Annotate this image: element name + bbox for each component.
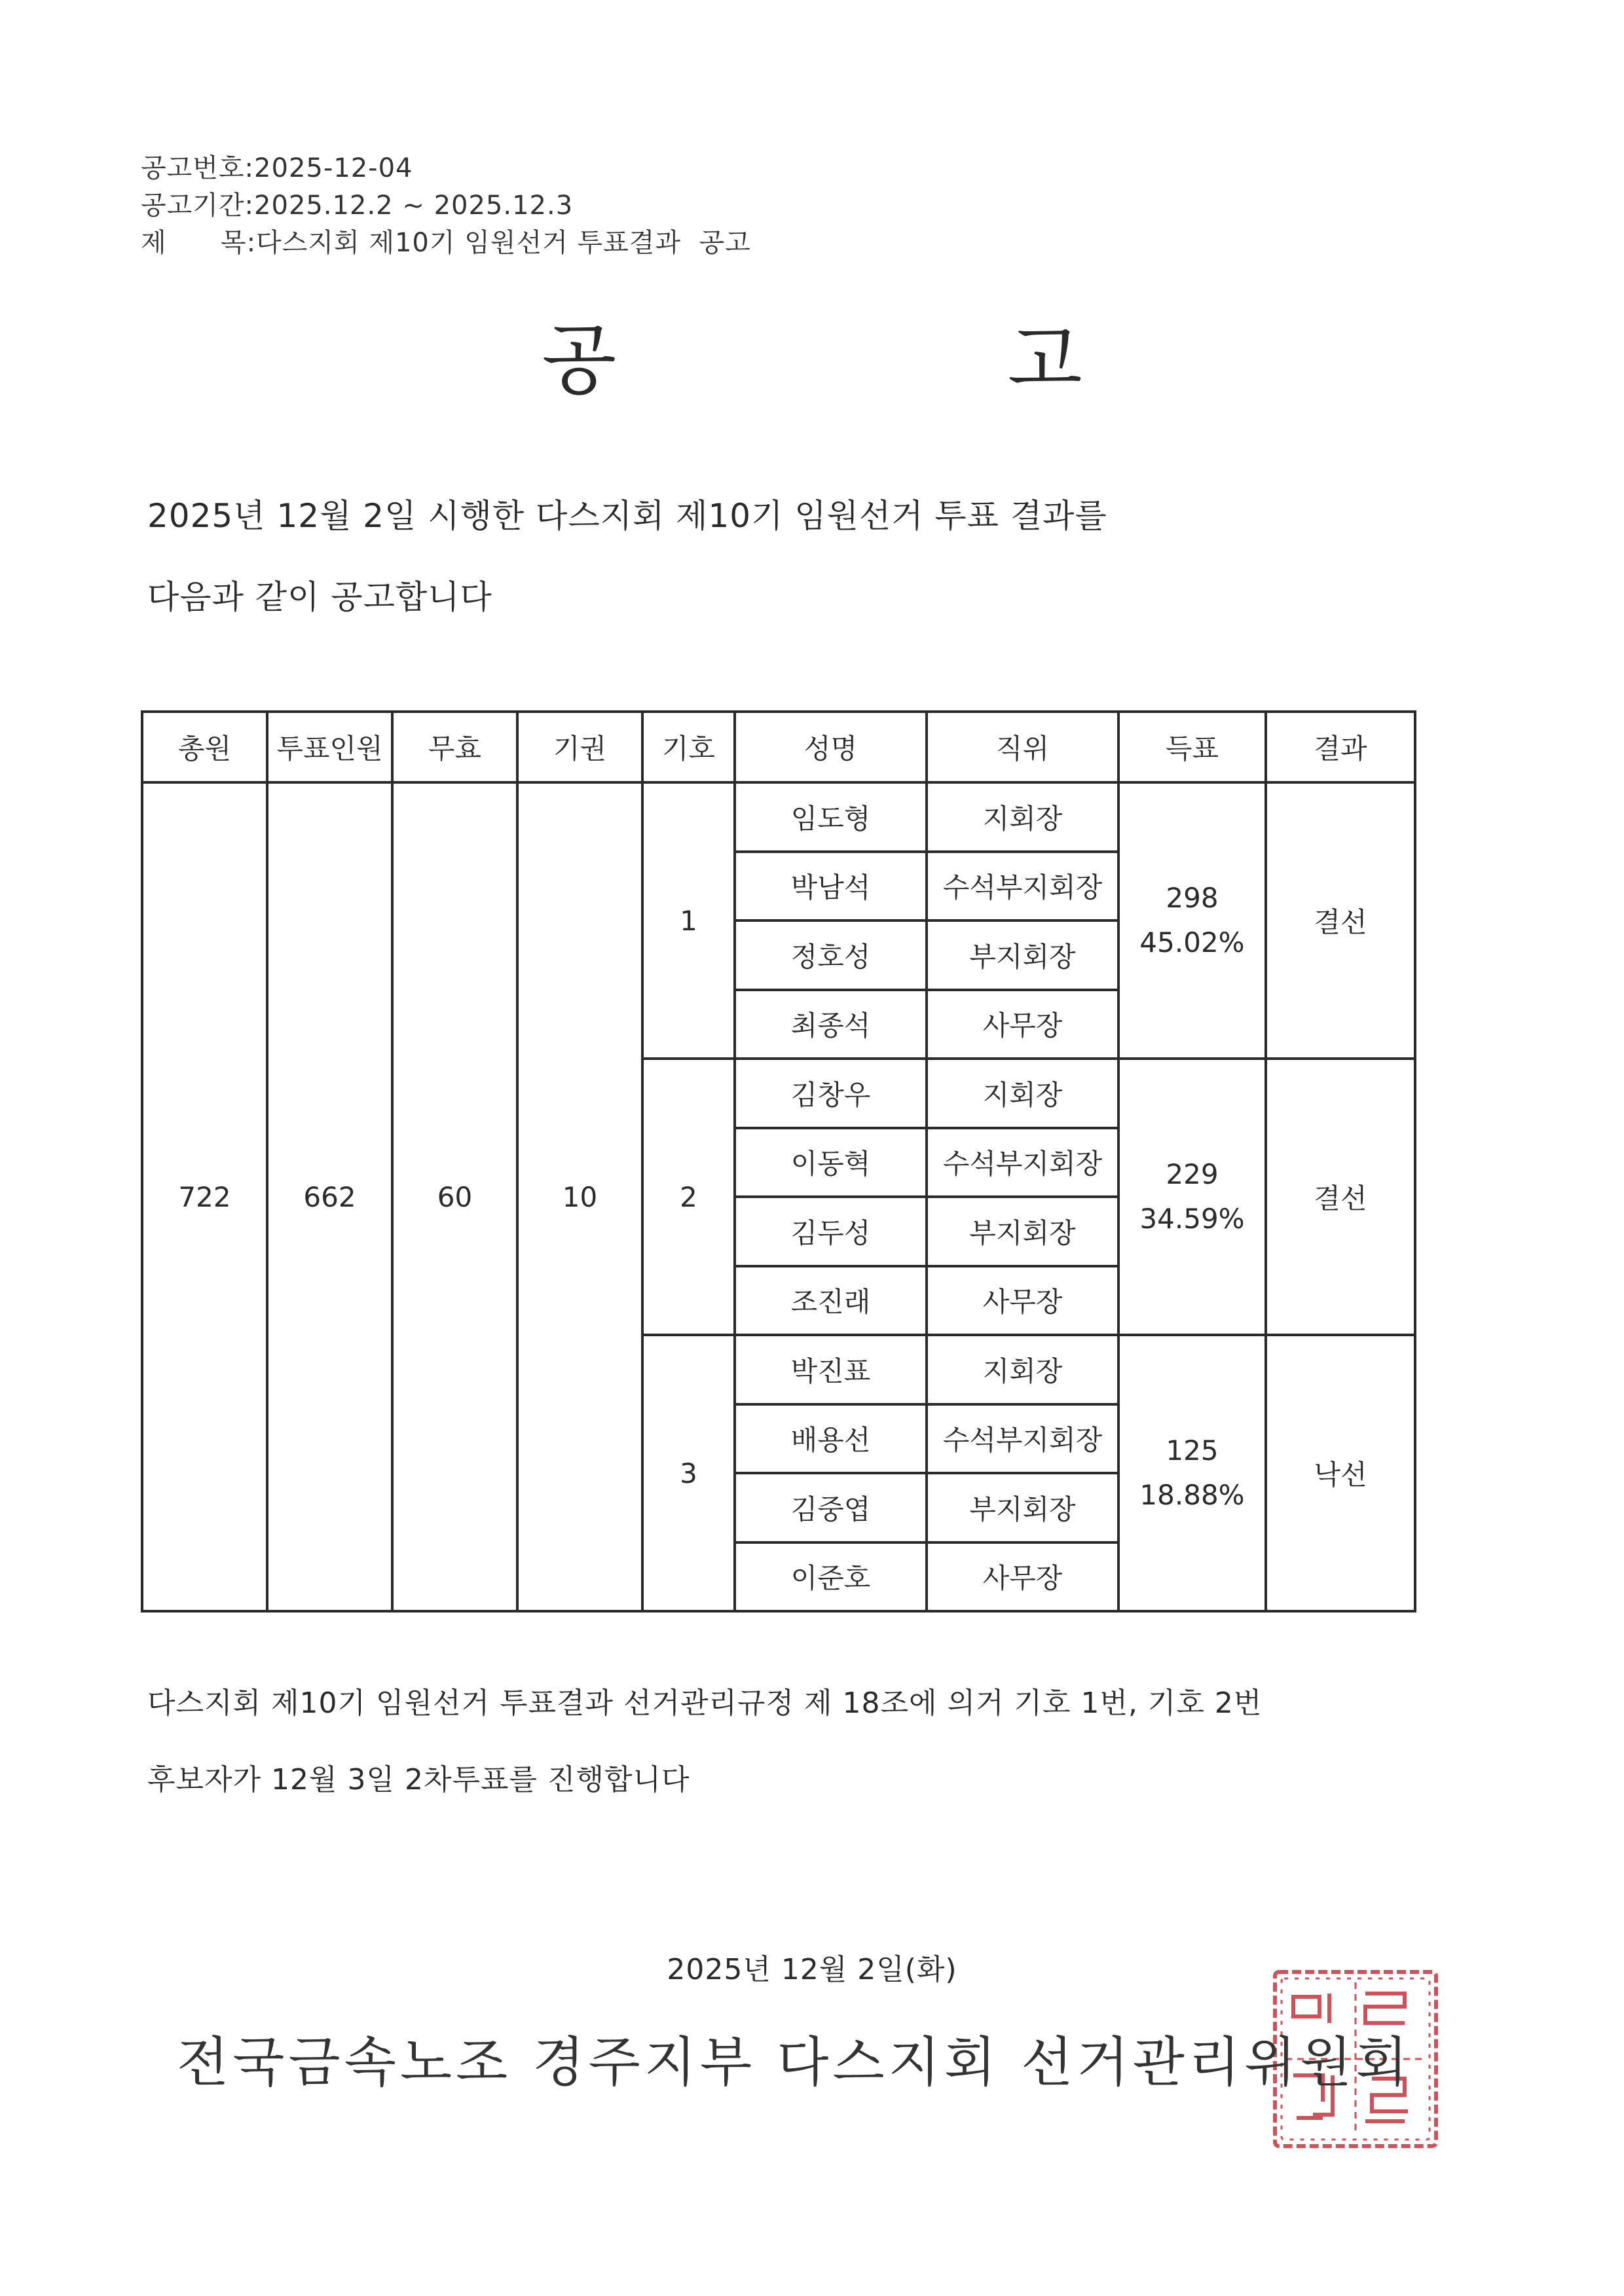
abstain-value: 10 — [517, 782, 642, 1611]
ticket-3-vote-percent: 18.88% — [1139, 1479, 1245, 1511]
candidate-position: 지회장 — [927, 1059, 1118, 1128]
ticket-3-votes — [1118, 1335, 1266, 1611]
header-voters: 투표인원 — [267, 712, 392, 782]
intro-line-1: 2025년 12월 2일 시행한 다스지회 제10기 임원선거 투표 결과를 — [147, 497, 1107, 535]
notice-period-value: 2025.12.2 ~ 2025.12.3 — [254, 191, 574, 221]
intro-line-2: 다음과 같이 공고합니다 — [147, 578, 492, 616]
header-invalid: 무효 — [392, 712, 517, 782]
candidate-name: 조진래 — [735, 1266, 927, 1336]
candidate-position: 수석부지회장 — [927, 1128, 1118, 1197]
ticket-1-vote-count: 298 — [1166, 882, 1219, 914]
ticket-2-number: 2 — [642, 1059, 735, 1335]
notice-period-label: 공고기간: — [141, 191, 255, 221]
header-votes: 득표 — [1118, 712, 1266, 782]
ticket-2-vote-percent: 34.59% — [1139, 1203, 1245, 1235]
voters-value: 662 — [267, 782, 392, 1611]
candidate-name: 김중엽 — [735, 1473, 927, 1542]
ticket-2-vote-count: 229 — [1166, 1158, 1219, 1190]
ticket-2-votes — [1118, 1059, 1266, 1335]
candidate-position: 사무장 — [927, 1542, 1118, 1612]
candidate-position: 수석부지회장 — [927, 852, 1118, 921]
notice-period-line — [141, 185, 573, 222]
candidate-position: 수석부지회장 — [927, 1404, 1118, 1474]
header-abstain: 기권 — [517, 712, 642, 782]
notice-subject-label: 제 목: — [141, 228, 257, 258]
ticket-3-number: 3 — [642, 1335, 735, 1611]
candidate-name: 김창우 — [735, 1059, 927, 1128]
table-header-row — [142, 712, 1415, 782]
ticket-3-result: 낙선 — [1266, 1335, 1415, 1611]
candidate-position: 사무장 — [927, 990, 1118, 1059]
organization-name: 전국금속노조 경주지부 다스지회 선거관리위원회 — [177, 2032, 1412, 2094]
table-row — [142, 782, 1415, 852]
header-ticket-number: 기호 — [642, 712, 735, 782]
candidate-position: 지회장 — [927, 1335, 1118, 1404]
header-position: 직위 — [927, 712, 1118, 782]
results-table — [141, 710, 1416, 1613]
ticket-1-number: 1 — [642, 782, 735, 1059]
ticket-2-result: 결선 — [1266, 1059, 1415, 1335]
ticket-3-vote-count: 125 — [1166, 1434, 1219, 1467]
header-total: 총원 — [142, 712, 267, 782]
note-line-1: 다스지회 제10기 임원선거 투표결과 선거관리규정 제 18조에 의거 기호 1번, 기호 2번 — [147, 1686, 1263, 1720]
candidate-name: 박남석 — [735, 852, 927, 921]
candidate-position: 부지회장 — [927, 1473, 1118, 1542]
ticket-1-votes — [1118, 782, 1266, 1059]
notice-subject-value: 다스지회 제10기 임원선거 투표결과 공고 — [256, 228, 751, 258]
candidate-position: 사무장 — [927, 1266, 1118, 1336]
notice-number-value: 2025-12-04 — [254, 153, 413, 183]
notice-number-label: 공고번호: — [141, 153, 255, 183]
notice-number-line — [141, 147, 413, 185]
candidate-position: 부지회장 — [927, 920, 1118, 990]
header-result: 결과 — [1266, 712, 1415, 782]
candidate-position: 지회장 — [927, 782, 1118, 852]
candidate-name: 정호성 — [735, 920, 927, 990]
document-title: 공 고 — [542, 315, 1266, 405]
candidate-name: 이동혁 — [735, 1128, 927, 1197]
candidate-name: 최종석 — [735, 990, 927, 1059]
candidate-name: 배용선 — [735, 1404, 927, 1474]
total-value: 722 — [142, 782, 267, 1611]
candidate-position: 부지회장 — [927, 1197, 1118, 1266]
note-line-2: 후보자가 12월 3일 2차투표를 진행합니다 — [147, 1763, 690, 1796]
ticket-1-result: 결선 — [1266, 782, 1415, 1059]
issue-date: 2025년 12월 2일(화) — [667, 1953, 957, 1986]
header-name: 성명 — [735, 712, 927, 782]
notice-subject-line — [141, 222, 751, 259]
candidate-name: 박진표 — [735, 1335, 927, 1404]
candidate-name: 이준호 — [735, 1542, 927, 1612]
invalid-value: 60 — [392, 782, 517, 1611]
candidate-name: 김두성 — [735, 1197, 927, 1266]
candidate-name: 임도형 — [735, 782, 927, 852]
ticket-1-vote-percent: 45.02% — [1139, 926, 1245, 958]
